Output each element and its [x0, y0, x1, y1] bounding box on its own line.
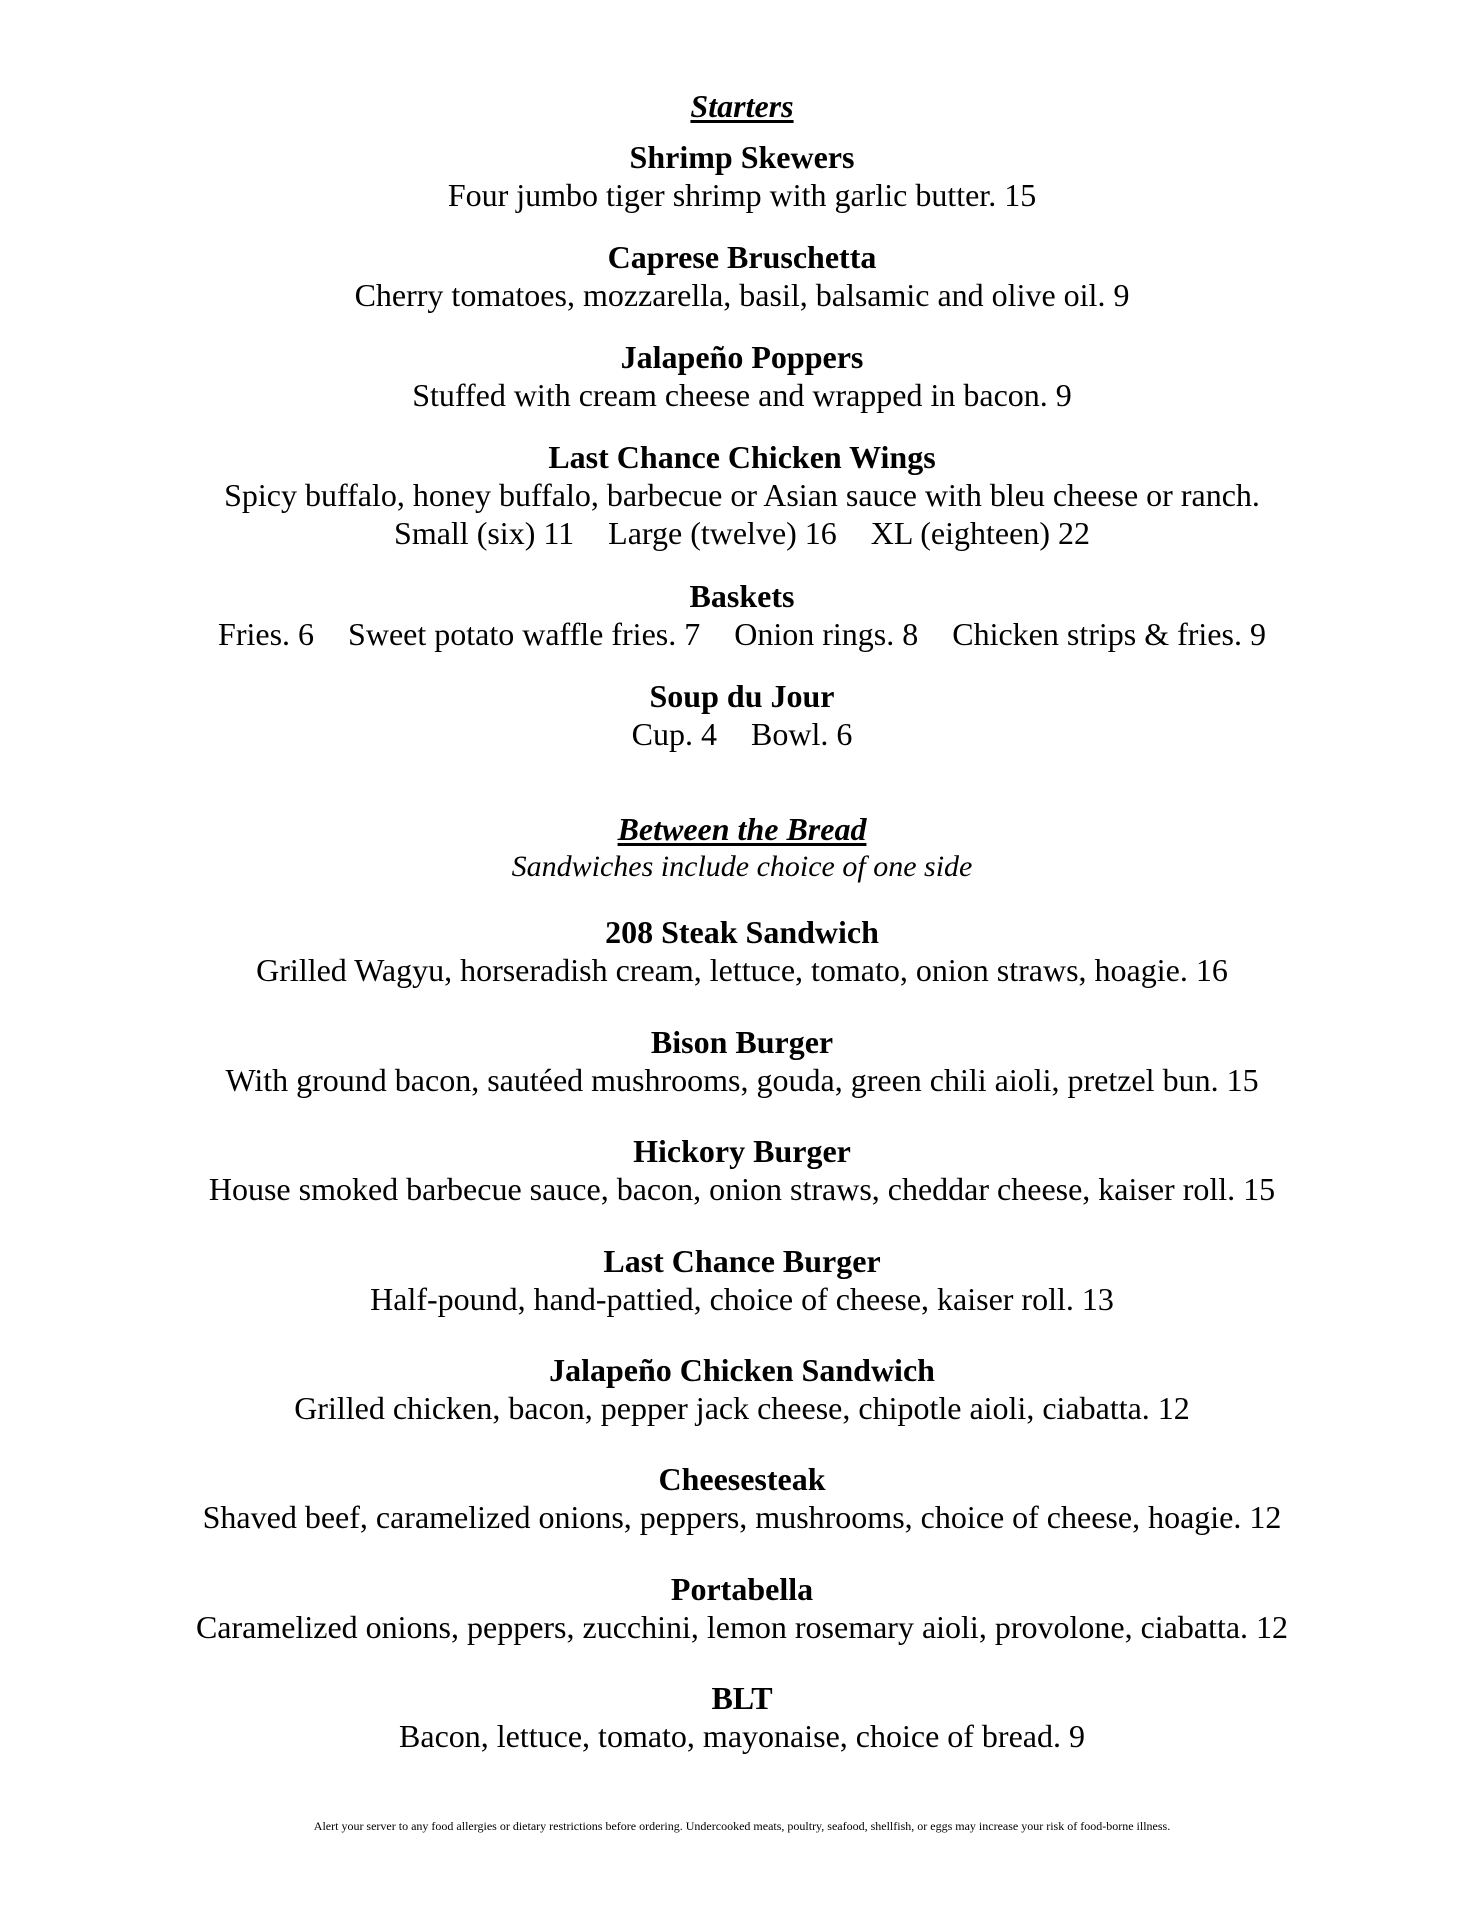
option-fries: Fries. 6: [218, 616, 315, 652]
item-name: Last Chance Burger: [603, 1243, 881, 1279]
item-description: Grilled Wagyu, horseradish cream, lettuce, tomato, onion straws, hoagie. 16: [256, 952, 1228, 988]
menu-item-last-chance-burger: [0, 1242, 1484, 1318]
item-description: Caramelized onions, peppers, zucchini, lemon rosemary aioli, provolone, ciabatta. 12: [195, 1609, 1289, 1645]
menu-item-caprese-bruschetta: [0, 238, 1484, 314]
between-the-bread-section-title: Between the Bread: [617, 811, 867, 847]
item-name: Soup du Jour: [649, 678, 835, 714]
item-description: Four jumbo tiger shrimp with garlic butter. 15: [447, 177, 1037, 213]
item-options: [0, 615, 1484, 653]
item-name: Last Chance Chicken Wings: [548, 439, 936, 475]
starters-section-title: Starters: [690, 88, 794, 124]
item-description: Shaved beef, caramelized onions, peppers, mushrooms, choice of cheese, hoagie. 12: [202, 1499, 1282, 1535]
item-name: Shrimp Skewers: [629, 139, 855, 175]
menu-item-hickory-burger: [0, 1132, 1484, 1208]
menu-item-blt: [0, 1679, 1484, 1755]
item-description: Spicy buffalo, honey buffalo, barbecue or Asian sauce with bleu cheese or ranch.: [224, 477, 1260, 513]
option-sweet-potato-fries: Sweet potato waffle fries. 7: [348, 616, 701, 652]
item-description: House smoked barbecue sauce, bacon, onion straws, cheddar cheese, kaiser roll. 15: [208, 1171, 1276, 1207]
menu-item-portabella: [0, 1570, 1484, 1646]
item-name: Cheesesteak: [658, 1461, 826, 1497]
menu-item-208-steak-sandwich: [0, 913, 1484, 989]
item-name: Portabella: [670, 1571, 814, 1607]
option-xl: XL (eighteen) 22: [870, 515, 1090, 551]
item-description: Grilled chicken, bacon, pepper jack cheese, chipotle aioli, ciabatta. 12: [294, 1390, 1190, 1426]
item-description: Half-pound, hand-pattied, choice of cheese, kaiser roll. 13: [370, 1281, 1114, 1317]
menu-item-chicken-wings: [0, 438, 1484, 552]
between-the-bread-header: [0, 810, 1484, 886]
item-name: Jalapeño Poppers: [620, 339, 864, 375]
item-description: Cherry tomatoes, mozzarella, basil, balsamic and olive oil. 9: [354, 277, 1130, 313]
menu-item-cheesesteak: [0, 1460, 1484, 1536]
item-description: With ground bacon, sautéed mushrooms, gouda, green chili aioli, pretzel bun. 15: [225, 1062, 1259, 1098]
item-description: Bacon, lettuce, tomato, mayonaise, choice of bread. 9: [399, 1718, 1085, 1754]
item-name: Bison Burger: [650, 1024, 834, 1060]
item-description: Stuffed with cream cheese and wrapped in bacon. 9: [412, 377, 1072, 413]
option-cup: Cup. 4: [631, 716, 717, 752]
option-onion-rings: Onion rings. 8: [734, 616, 919, 652]
allergy-disclaimer: Alert your server to any food allergies or dietary restrictions before ordering. Undercooked meats, poultry, seafood, shellfish, or eggs may increase your risk of food-borne illness.: [313, 1819, 1171, 1833]
option-chicken-strips: Chicken strips & fries. 9: [952, 616, 1266, 652]
item-name: Hickory Burger: [633, 1133, 851, 1169]
menu-item-soup-du-jour: [0, 677, 1484, 753]
between-the-bread-subtitle: Sandwiches include choice of one side: [511, 850, 973, 883]
menu-item-jalapeno-poppers: [0, 338, 1484, 414]
item-options: [0, 715, 1484, 753]
option-small: Small (six) 11: [394, 515, 575, 551]
menu-item-jalapeno-chicken-sandwich: [0, 1351, 1484, 1427]
item-options: [0, 514, 1484, 552]
item-name: Baskets: [689, 578, 795, 614]
item-name: BLT: [711, 1680, 773, 1716]
starters-section-title-block: [0, 87, 1484, 125]
item-name: 208 Steak Sandwich: [605, 914, 879, 950]
item-name: Caprese Bruschetta: [607, 239, 877, 275]
option-bowl: Bowl. 6: [751, 716, 853, 752]
menu-item-shrimp-skewers: [0, 138, 1484, 214]
option-large: Large (twelve) 16: [608, 515, 837, 551]
menu-item-bison-burger: [0, 1023, 1484, 1099]
menu-item-baskets: [0, 577, 1484, 653]
item-name: Jalapeño Chicken Sandwich: [549, 1352, 935, 1388]
